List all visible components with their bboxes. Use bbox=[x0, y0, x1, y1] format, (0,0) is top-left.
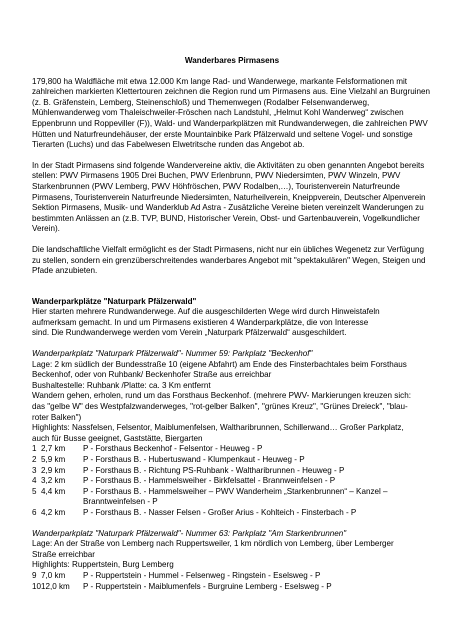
parking-title: Wanderparkplatz "Naturpark Pfälzerwald"- Nummer 59: Parkplatz "Beckenhof" bbox=[32, 349, 313, 359]
section-heading: Wanderparkplätze "Naturpark Pfälzerwald" bbox=[32, 296, 197, 306]
route-distance: 2,7 km bbox=[41, 444, 66, 454]
route-distance: 4,4 km bbox=[41, 486, 66, 496]
intro-paragraph-2: In der Stadt Pirmasens sind folgende Wandervereine aktiv, die Aktivitäten zu oben genannten Angebot bereits stellen: PWV Pirmasens 1905 Drei Buchen, PWV Erlenbrunn, PWV Niedersimten, PWV Winzeln, PWV Starkenbrunnen (PWV Lemberg, PWV Höhfröschen, PWV Rodalben,…), Touristenverein Naturfreunde Pirmasens, Touristenverein Naturfreunde Niedersimten, Naturheilverein, Kneippverein, Deutscher Alpenverein Sektion Pirmasens, Musik- und Wanderklub Ad Astra - Zusätzliche Vereine bieten vereinzelt Wanderungen zu bestimmten Anlässen an (z.B. TVP, BUND, Historischer Verein, Obst- und Gartenbauverein, Vogelkundlicher Verein). bbox=[32, 160, 426, 234]
parking-title: Wanderparkplatz "Naturpark Pfälzerwald"- Nummer 63: Parkplatz "Am Starkenbrunnen" bbox=[32, 528, 347, 538]
parking-text-line: Wandern gehen, erholen, rund um das Forsthaus Beckenhof. (mehrere PWV- Markierungen kreuzen sich: bbox=[32, 391, 411, 401]
route-distance: 2,9 km bbox=[41, 465, 66, 475]
parking-text-line: das "gelbe W" des Westpfalzwanderweges, "rot-gelber Balken", "grünes Kreuz", "Grünes Dreieck", "blau- bbox=[32, 402, 408, 412]
route-number: 1 bbox=[32, 444, 37, 454]
section-text-line: aufmerksam gemacht. In und um Pirmasens existieren 4 Wanderparkplätze, die von Interesse bbox=[32, 317, 369, 327]
parking-text-line: Straße erreichbar bbox=[32, 549, 95, 559]
route-continuation: Branntweinfelsen - P bbox=[83, 497, 158, 507]
parking-text-line: Highlights: Nassfelsen, Felsentor, Maiblumenfelsen, Waltharibrunnen, Schillerwand… Großer Parkplatz, bbox=[32, 423, 404, 433]
route-number: 10 bbox=[32, 581, 42, 591]
parking-text-line: Highlights: Ruppertstein, Burg Lemberg bbox=[32, 560, 174, 570]
route-row bbox=[32, 444, 432, 455]
intro-paragraph-3: Die landschaftliche Vielfalt ermöglicht es der Stadt Pirmasens, nicht nur ein übliches Wegenetz zur Verfügung zu stellen, sondern ein grenzüberschreitendes wanderbares Angebot mit "spektakulären" Wegen, Steigen und Pfade anzubieten. bbox=[32, 244, 426, 276]
route-number: 5 bbox=[32, 486, 37, 496]
parking-text-line: roter Balken") bbox=[32, 412, 82, 422]
route-row bbox=[32, 487, 432, 498]
route-distance: 5,9 km bbox=[41, 455, 66, 464]
route-description: P - Forsthaus B. - Hubertuswand - Klumpenkaut - Heuweg - P bbox=[83, 455, 305, 464]
route-number: 6 bbox=[32, 507, 37, 517]
section-text-line: sind. Die Rundwanderwege werden vom Verein „Naturpark Pfälzerwald“ ausgeschildert. bbox=[32, 328, 347, 338]
route-number: 9 bbox=[32, 570, 37, 580]
route-row bbox=[32, 466, 432, 477]
route-description: P - Ruppertstein - Maiblumenfels - Burgruine Lemberg - Eselsweg - P bbox=[83, 581, 332, 591]
route-distance: 7,0 km bbox=[41, 570, 66, 580]
parking-text-line: auch für Busse geeignet, Gaststätte, Biergarten bbox=[32, 433, 203, 443]
route-description: P - Forsthaus B. - Nasser Felsen - Großer Arius - Kohlteich - Finsterbach - P bbox=[83, 507, 357, 517]
section-text-line: Hier starten mehrere Rundwanderwege. Auf die ausgeschilderten Wege wird durch Hinweistafeln bbox=[32, 307, 380, 317]
route-number: 3 bbox=[32, 465, 37, 475]
route-description: P - Forsthaus B. - Hammelsweiher - Birkfelsattel - Brannweinfelsen - P bbox=[83, 476, 336, 486]
parking-starkenbrunnen bbox=[32, 529, 432, 593]
route-description: P - Ruppertstein - Hummel - Felsenweg - Ringstein - Eselsweg - P bbox=[83, 570, 321, 580]
route-row bbox=[32, 582, 432, 593]
parking-text-line: Bushaltestelle: Ruhbank /Platte: ca. 3 Km entfernt bbox=[32, 380, 211, 390]
parking-beckenhof bbox=[32, 349, 432, 519]
section-naturpark bbox=[32, 297, 432, 339]
document-title: Wanderbares Pirmasens bbox=[184, 56, 280, 65]
intro-paragraph-1: 179,800 ha Waldfläche mit etwa 12.000 Km lange Rad- und Wanderwege, markante Felsformationen mit zahlreichen markierten Klettertouren zeichnen die Region rund um Pirmasens aus. Eine Vielzahl an Burgruinen (z. B. Gräfenstein, Lemberg, Steinenschloß) und Themenwegen (Rodalber Felsenwanderweg, Mühlenwanderweg vom Thaleischweiler-Fröschen nach Landstuhl, „Helmut Kohl Wanderweg“ zwischen Eppenbrunn und Roppeviller (F)), Wald- und Wanderparkplätzen mit Rundwanderwegen, die zahlreichen PWV Hütten und Naturfreundehäuser, der erste Mountainbike Park Pfälzerwald und seltene Vogel- und sonstige Tierarten (Luchs) und das Fabelwesen Elwetritsche runden das Angebot ab. bbox=[32, 76, 431, 150]
route-row bbox=[32, 455, 432, 466]
route-description: P - Forsthaus Beckenhof - Felsentor - Heuweg - P bbox=[83, 444, 263, 454]
parking-text-line: Lage: 2 km südlich der Bundesstraße 10 (eigene Abfahrt) am Ende des Finsterbachtales beim Forsthaus bbox=[32, 359, 407, 369]
route-number: 2 bbox=[32, 455, 37, 464]
route-distance: 3,2 km bbox=[41, 476, 66, 486]
parking-text-line: Lage: An der Straße von Lemberg nach Ruppertsweiler, 1 km nördlich von Lemberg, über Lemberger bbox=[32, 539, 394, 549]
route-description: P - Forsthaus B. - Hammelsweiher – PWV Wanderheim „Starkenbrunnen“ – Kanzel – bbox=[83, 486, 388, 496]
route-row bbox=[32, 508, 432, 519]
route-description: P - Forsthaus B. - Richtung PS-Ruhbank - Waltharibrunnen - Heuweg - P bbox=[83, 465, 345, 475]
spacer bbox=[32, 287, 432, 297]
route-row bbox=[32, 571, 432, 582]
route-distance: 12,0 km bbox=[41, 581, 70, 591]
route-number: 4 bbox=[32, 476, 37, 486]
route-row bbox=[32, 476, 432, 487]
parking-text-line: Beckenhof, oder von Ruhbank/ Beckenhofer Straße aus erreichbar bbox=[32, 370, 272, 380]
route-distance: 4,2 km bbox=[41, 507, 66, 517]
